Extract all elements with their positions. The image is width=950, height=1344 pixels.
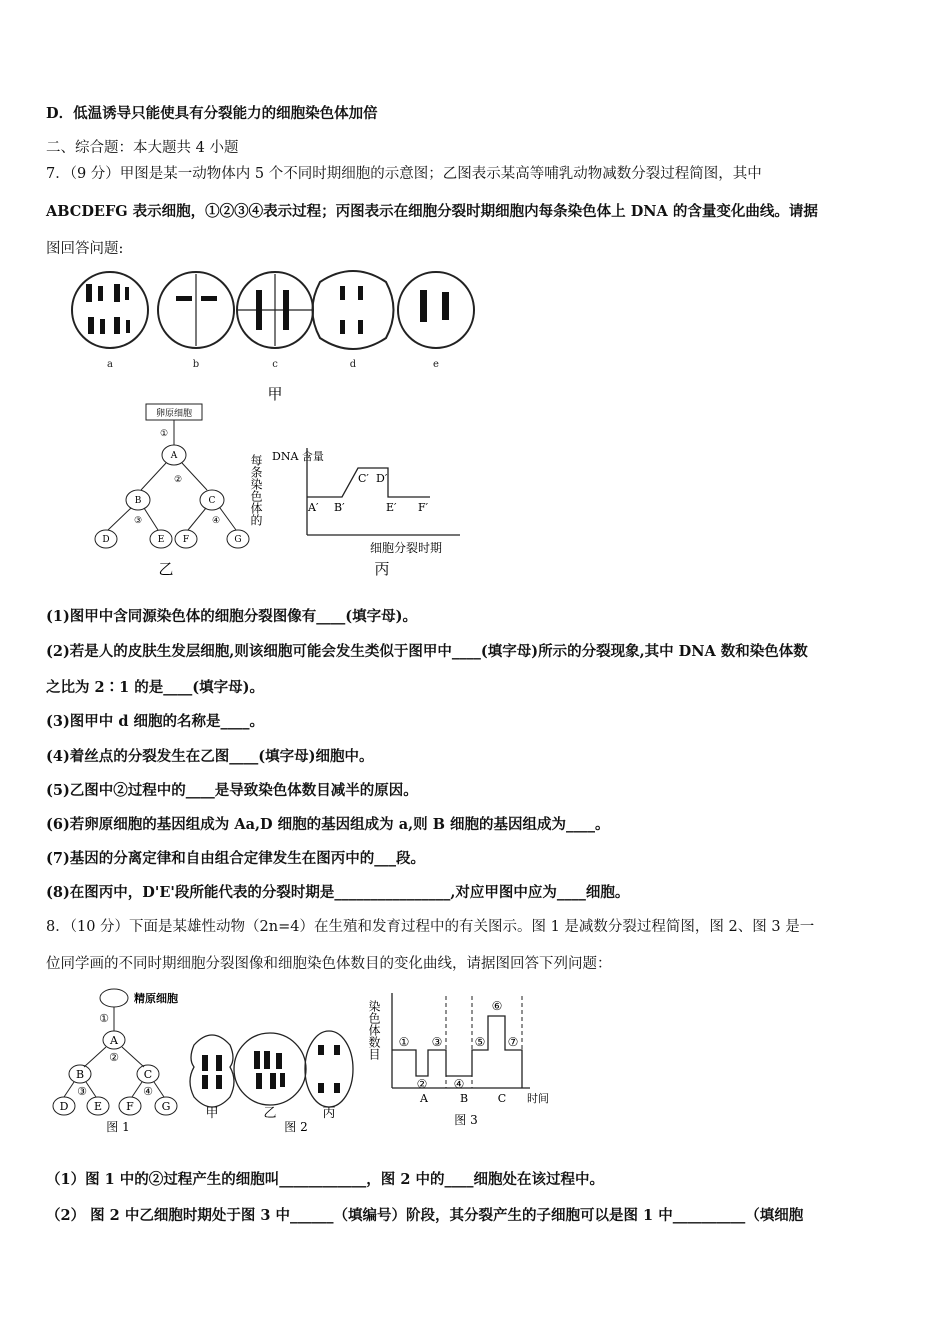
fig3-xlabel: 时间 xyxy=(527,1092,549,1105)
fig3-stage-3: ③ xyxy=(431,1035,443,1049)
yi-top: 卵原细胞 xyxy=(155,409,193,419)
q7-intro-1: 7．（9 分）甲图是某一动物体内 5 个不同时期细胞的示意图；乙图表示某高等哺乳动物减数分裂过程简图，其中 xyxy=(46,166,762,182)
q7-5: (5)乙图中②过程中的____是导致染色体数目减半的原因。 xyxy=(46,782,418,799)
pt-d: D′ xyxy=(376,472,388,485)
fig1-node-g: G xyxy=(161,1100,171,1113)
yi-node-e: E xyxy=(157,535,165,545)
bing-ylabel-2: DNA 含量 xyxy=(272,450,324,463)
section-heading: 二、综合题：本大题共 4 小题 xyxy=(46,140,239,156)
pt-e: E′ xyxy=(386,501,397,514)
yi-node-b: B xyxy=(134,496,142,506)
caption-bing: 丙 xyxy=(374,560,390,578)
fig1-node-a: A xyxy=(110,1034,118,1047)
yi-step-1: ① xyxy=(159,429,169,439)
q7-8: (8)在图丙中，D'E'段所能代表的分裂时期是________________,对应甲图中应为____细胞。 xyxy=(46,884,630,901)
pt-c: C′ xyxy=(358,472,369,485)
fig2-label-jia: 甲 xyxy=(205,1106,219,1121)
fig1-step-4: ④ xyxy=(143,1085,153,1098)
q7-2b: 之比为 2∶1 的是____(填字母)。 xyxy=(46,679,264,696)
caption-fig3: 图 3 xyxy=(454,1113,478,1127)
q7-6: (6)若卵原细胞的基因组成为 Aa,D 细胞的基因组成为 a,则 B 细胞的基因组成为____。 xyxy=(46,816,610,833)
fig3-stage-2: ② xyxy=(416,1077,428,1091)
figure-yi xyxy=(86,400,266,580)
caption-yi: 乙 xyxy=(158,560,174,578)
yi-node-a: A xyxy=(170,451,178,461)
fig1-node-e: E xyxy=(93,1100,103,1113)
fig3-stage-6: ⑥ xyxy=(491,999,503,1013)
figure-2 xyxy=(184,1025,364,1140)
fig3-tick-a: A xyxy=(420,1092,428,1105)
fig3-tick-c: C xyxy=(497,1092,507,1105)
fig2-label-bing: 丙 xyxy=(322,1106,336,1121)
fig1-step-3: ③ xyxy=(77,1085,87,1098)
fig1-node-b: B xyxy=(75,1068,85,1081)
q7-7: (7)基因的分离定律和自由组合定律发生在图丙中的___段。 xyxy=(46,850,426,867)
fig1-node-f: F xyxy=(126,1100,134,1113)
pt-b: B′ xyxy=(334,501,345,514)
fig1-top: 精原细胞 xyxy=(134,992,178,1005)
label-a: a xyxy=(107,359,113,370)
fig2-label-yi: 乙 xyxy=(263,1106,277,1121)
bing-ylabel: 每条染色体的 xyxy=(249,454,263,526)
yi-step-3: ③ xyxy=(133,516,143,526)
q7-1: (1)图甲中含同源染色体的细胞分裂图像有____(填字母)。 xyxy=(46,608,418,625)
yi-node-g: G xyxy=(234,535,242,545)
fig3-stage-1: ① xyxy=(398,1035,410,1049)
fig3-ylabel: 染色体数目 xyxy=(367,1000,381,1060)
q8-intro-1: 8．（10 分）下面是某雄性动物（2n=4）在生殖和发育过程中的有关图示。图 1 是减数分裂过程简图，图 2、图 3 是一 xyxy=(46,919,815,935)
q8-intro-2: 位同学画的不同时期细胞分裂图像和细胞染色体数目的变化曲线，请据图回答下列问题： xyxy=(46,956,612,972)
fig1-step-1: ① xyxy=(99,1012,109,1025)
yi-node-f: F xyxy=(182,535,190,545)
option-d: D．低温诱导只能使具有分裂能力的细胞染色体加倍 xyxy=(46,105,378,122)
label-e: e xyxy=(433,359,439,370)
label-d: d xyxy=(349,359,357,370)
q8-2: （2） 图 2 中乙细胞时期处于图 3 中______（填编号）阶段，其分裂产生的子细胞可以是图 1 中__________（填细胞 xyxy=(46,1207,804,1224)
caption-fig1: 图 1 xyxy=(106,1120,130,1134)
q7-intro-3: 图回答问题: xyxy=(46,241,124,257)
yi-node-c: C xyxy=(208,496,216,506)
figure-jia xyxy=(68,262,488,407)
label-c: c xyxy=(272,359,278,370)
figure-bing xyxy=(250,440,480,580)
fig3-stage-7: ⑦ xyxy=(507,1035,519,1049)
bing-xlabel: 细胞分裂时期 xyxy=(370,541,443,555)
fig3-stage-4: ④ xyxy=(453,1077,465,1091)
fig1-node-c: C xyxy=(143,1068,153,1081)
caption-jia: 甲 xyxy=(267,385,283,403)
yi-node-d: D xyxy=(102,535,110,545)
label-b: b xyxy=(192,359,200,370)
yi-step-4: ④ xyxy=(211,516,221,526)
figure-1 xyxy=(46,985,196,1140)
q7-intro-2: ABCDEFG 表示细胞，①②③④表示过程；丙图表示在细胞分裂时期细胞内每条染色体上 DNA 的含量变化曲线。请据 xyxy=(46,203,818,220)
caption-fig2: 图 2 xyxy=(284,1120,308,1134)
pt-a: A′ xyxy=(308,501,319,514)
fig3-tick-b: B xyxy=(459,1092,469,1105)
fig3-stage-5: ⑤ xyxy=(474,1035,486,1049)
figure-3 xyxy=(367,988,560,1133)
q7-4: (4)着丝点的分裂发生在乙图____(填字母)细胞中。 xyxy=(46,748,374,765)
q7-3: (3)图甲中 d 细胞的名称是____。 xyxy=(46,713,265,730)
yi-step-2: ② xyxy=(173,475,183,485)
pt-f: F′ xyxy=(418,501,429,514)
fig1-node-d: D xyxy=(59,1100,69,1113)
q8-1: （1）图 1 中的②过程产生的细胞叫____________，图 2 中的____细胞处在该过程中。 xyxy=(46,1171,604,1188)
q7-2a: (2)若是人的皮肤生发层细胞,则该细胞可能会发生类似于图甲中____(填字母)所示的分裂现象,其中 DNA 数和染色体数 xyxy=(46,643,808,660)
fig1-step-2: ② xyxy=(109,1051,119,1064)
